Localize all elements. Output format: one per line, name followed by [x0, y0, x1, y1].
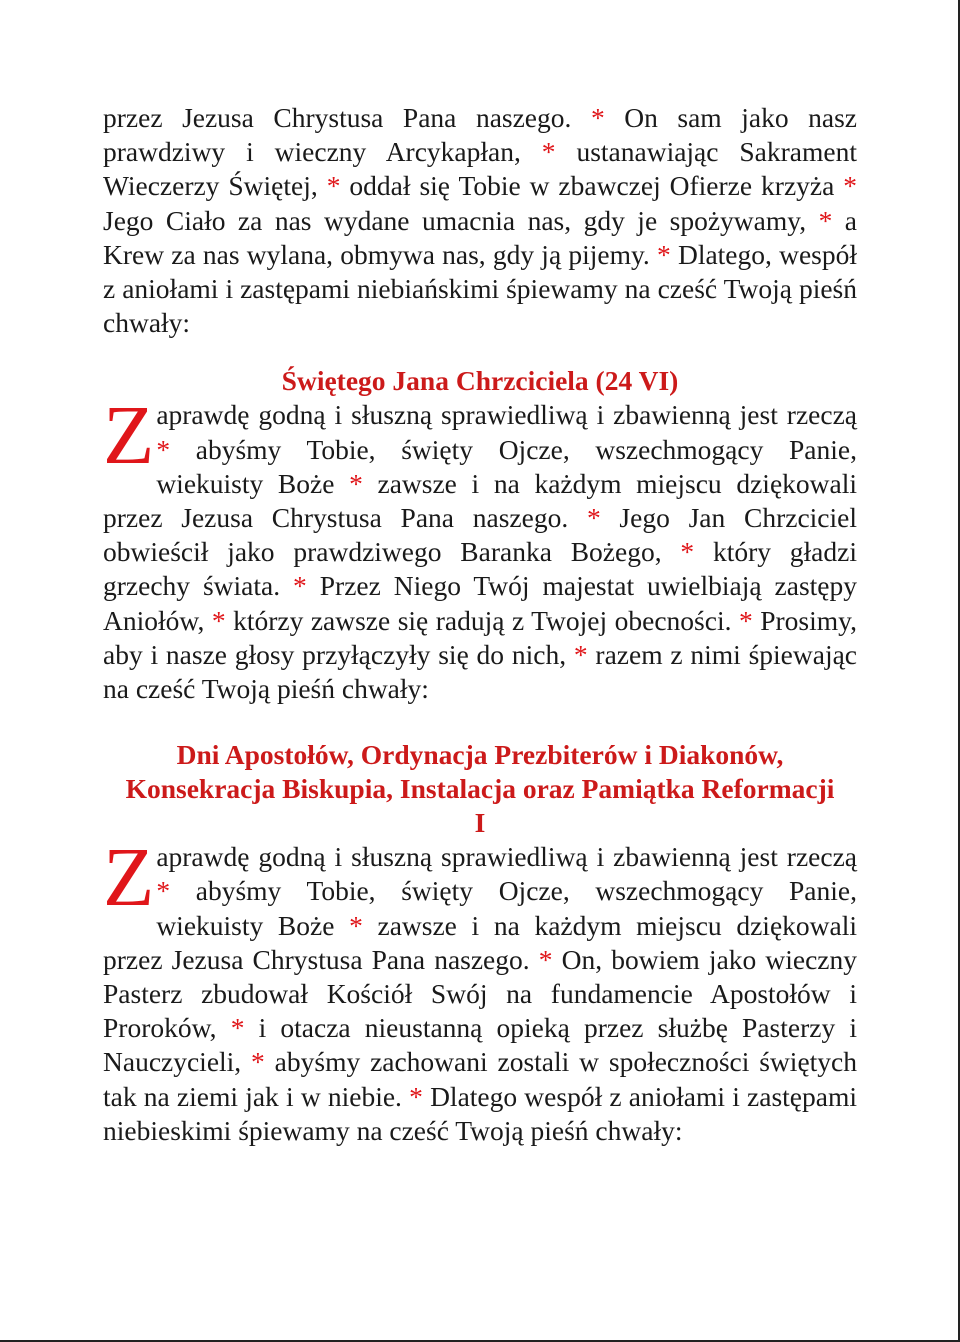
- text-run: Dlatego, wespół z aniołami i zastępami niebiańskimi śpiewamy na cześć Twoją pieśń chwały:: [103, 238, 857, 339]
- section2-paragraph: [103, 831, 858, 1148]
- text-run: razem z nimi śpiewając na cześć Twoją pieśń chwały:: [103, 638, 857, 705]
- section2-text: [103, 831, 858, 1146]
- asterisk-marker: *: [680, 536, 695, 568]
- text-run: którzy zawsze się radują z Twojej obecności.: [225, 604, 739, 636]
- text-run: przez Jezusa Chrystusa Pana naszego.: [103, 102, 591, 133]
- asterisk-marker: *: [230, 1012, 245, 1044]
- section1-paragraph: [103, 389, 858, 706]
- text-run: a Krew za nas wylana, obmywa nas, gdy ją pijemy.: [103, 204, 857, 270]
- section-heading-dni-apostolow: Dni Apostołów, Ordynacja Prezbiterów i Diakonów, Konsekracja Biskupia, Instalacja oraz Pamiątka Reformacji: [125, 739, 835, 805]
- section-heading-jan-chrzciciel: Świętego Jana Chrzciciela (24 VI): [281, 365, 679, 397]
- asterisk-marker: *: [738, 604, 753, 636]
- text-run: On, bowiem jako wieczny Pasterz zbudował Kościół Swój na fundamencie Apostołów i Proroków,: [103, 943, 858, 1044]
- drop-cap: Z: [103, 831, 155, 925]
- section-subheading-roman-numeral: I: [474, 807, 486, 839]
- text-run: Przez Niego Twój majestat uwielbiają zastępy Aniołów,: [103, 570, 857, 636]
- text-run: Jego Ciało za nas wydane umacnia nas, gdy je spożywamy,: [103, 204, 819, 236]
- section1-text: [103, 389, 858, 705]
- text-run: ustanawiając Sakrament Wieczerzy Świętej,: [103, 136, 857, 202]
- text-run: Jego Jan Chrzciciel obwieścił jako prawdziwego Baranka Bożego,: [103, 502, 857, 568]
- asterisk-marker: *: [293, 570, 307, 602]
- document-page: [103, 101, 857, 1148]
- drop-cap: Z: [103, 389, 155, 483]
- asterisk-marker: *: [326, 170, 341, 202]
- text-run: zawsze i na każdym miejscu dziękowali przez Jezusa Chrystusa Pana naszego.: [103, 467, 857, 534]
- text-run: abyśmy Tobie, święty Ojcze, wszechmogący Panie, wiekuisty Boże: [156, 875, 857, 941]
- asterisk-marker: *: [349, 909, 363, 941]
- text-run: i otacza nieustanną opieką przez służbę Pasterzy i Nauczycieli,: [103, 1012, 858, 1078]
- intro-paragraph: [103, 101, 857, 340]
- asterisk-marker: *: [251, 1046, 265, 1078]
- text-run: On sam jako nasz prawdziwy i wieczny Arcykapłan,: [103, 102, 857, 168]
- text-run: aprawdę godną i słuszną sprawiedliwą i zbawienną jest rzeczą: [156, 841, 857, 873]
- text-run: abyśmy Tobie, święty Ojcze, wszechmogący Panie, wiekuisty Boże: [156, 433, 857, 499]
- asterisk-marker: *: [657, 238, 671, 270]
- text-run: który gładzi grzechy świata.: [103, 536, 857, 602]
- asterisk-marker: *: [211, 604, 226, 636]
- asterisk-marker: *: [843, 170, 858, 202]
- text-run: Prosimy, aby i nasze głosy przyłączyły się do nich,: [103, 604, 858, 670]
- asterisk-marker: *: [541, 136, 556, 168]
- asterisk-marker: *: [349, 467, 363, 499]
- text-run: oddał się Tobie w zbawczej Ofierze krzyża: [340, 170, 844, 202]
- text-run: Dlatego wespół z aniołami i zastępami niebieskimi śpiewamy na cześć Twoją pieśń chwały:: [103, 1080, 857, 1146]
- asterisk-marker: *: [818, 204, 833, 236]
- text-run: abyśmy zachowani zostali w społeczności świętych tak na ziemi jak i w niebie.: [103, 1046, 857, 1112]
- asterisk-marker: *: [409, 1080, 423, 1112]
- asterisk-marker: *: [156, 433, 171, 465]
- asterisk-marker: *: [156, 875, 171, 907]
- asterisk-marker: *: [573, 638, 588, 670]
- asterisk-marker: *: [590, 102, 605, 133]
- asterisk-marker: *: [538, 943, 553, 975]
- text-run: zawsze i na każdym miejscu dziękowali przez Jezusa Chrystusa Pana naszego.: [103, 909, 857, 975]
- asterisk-marker: *: [586, 502, 601, 534]
- text-run: aprawdę godną i słuszną sprawiedliwą i zbawienną jest rzeczą: [156, 399, 857, 431]
